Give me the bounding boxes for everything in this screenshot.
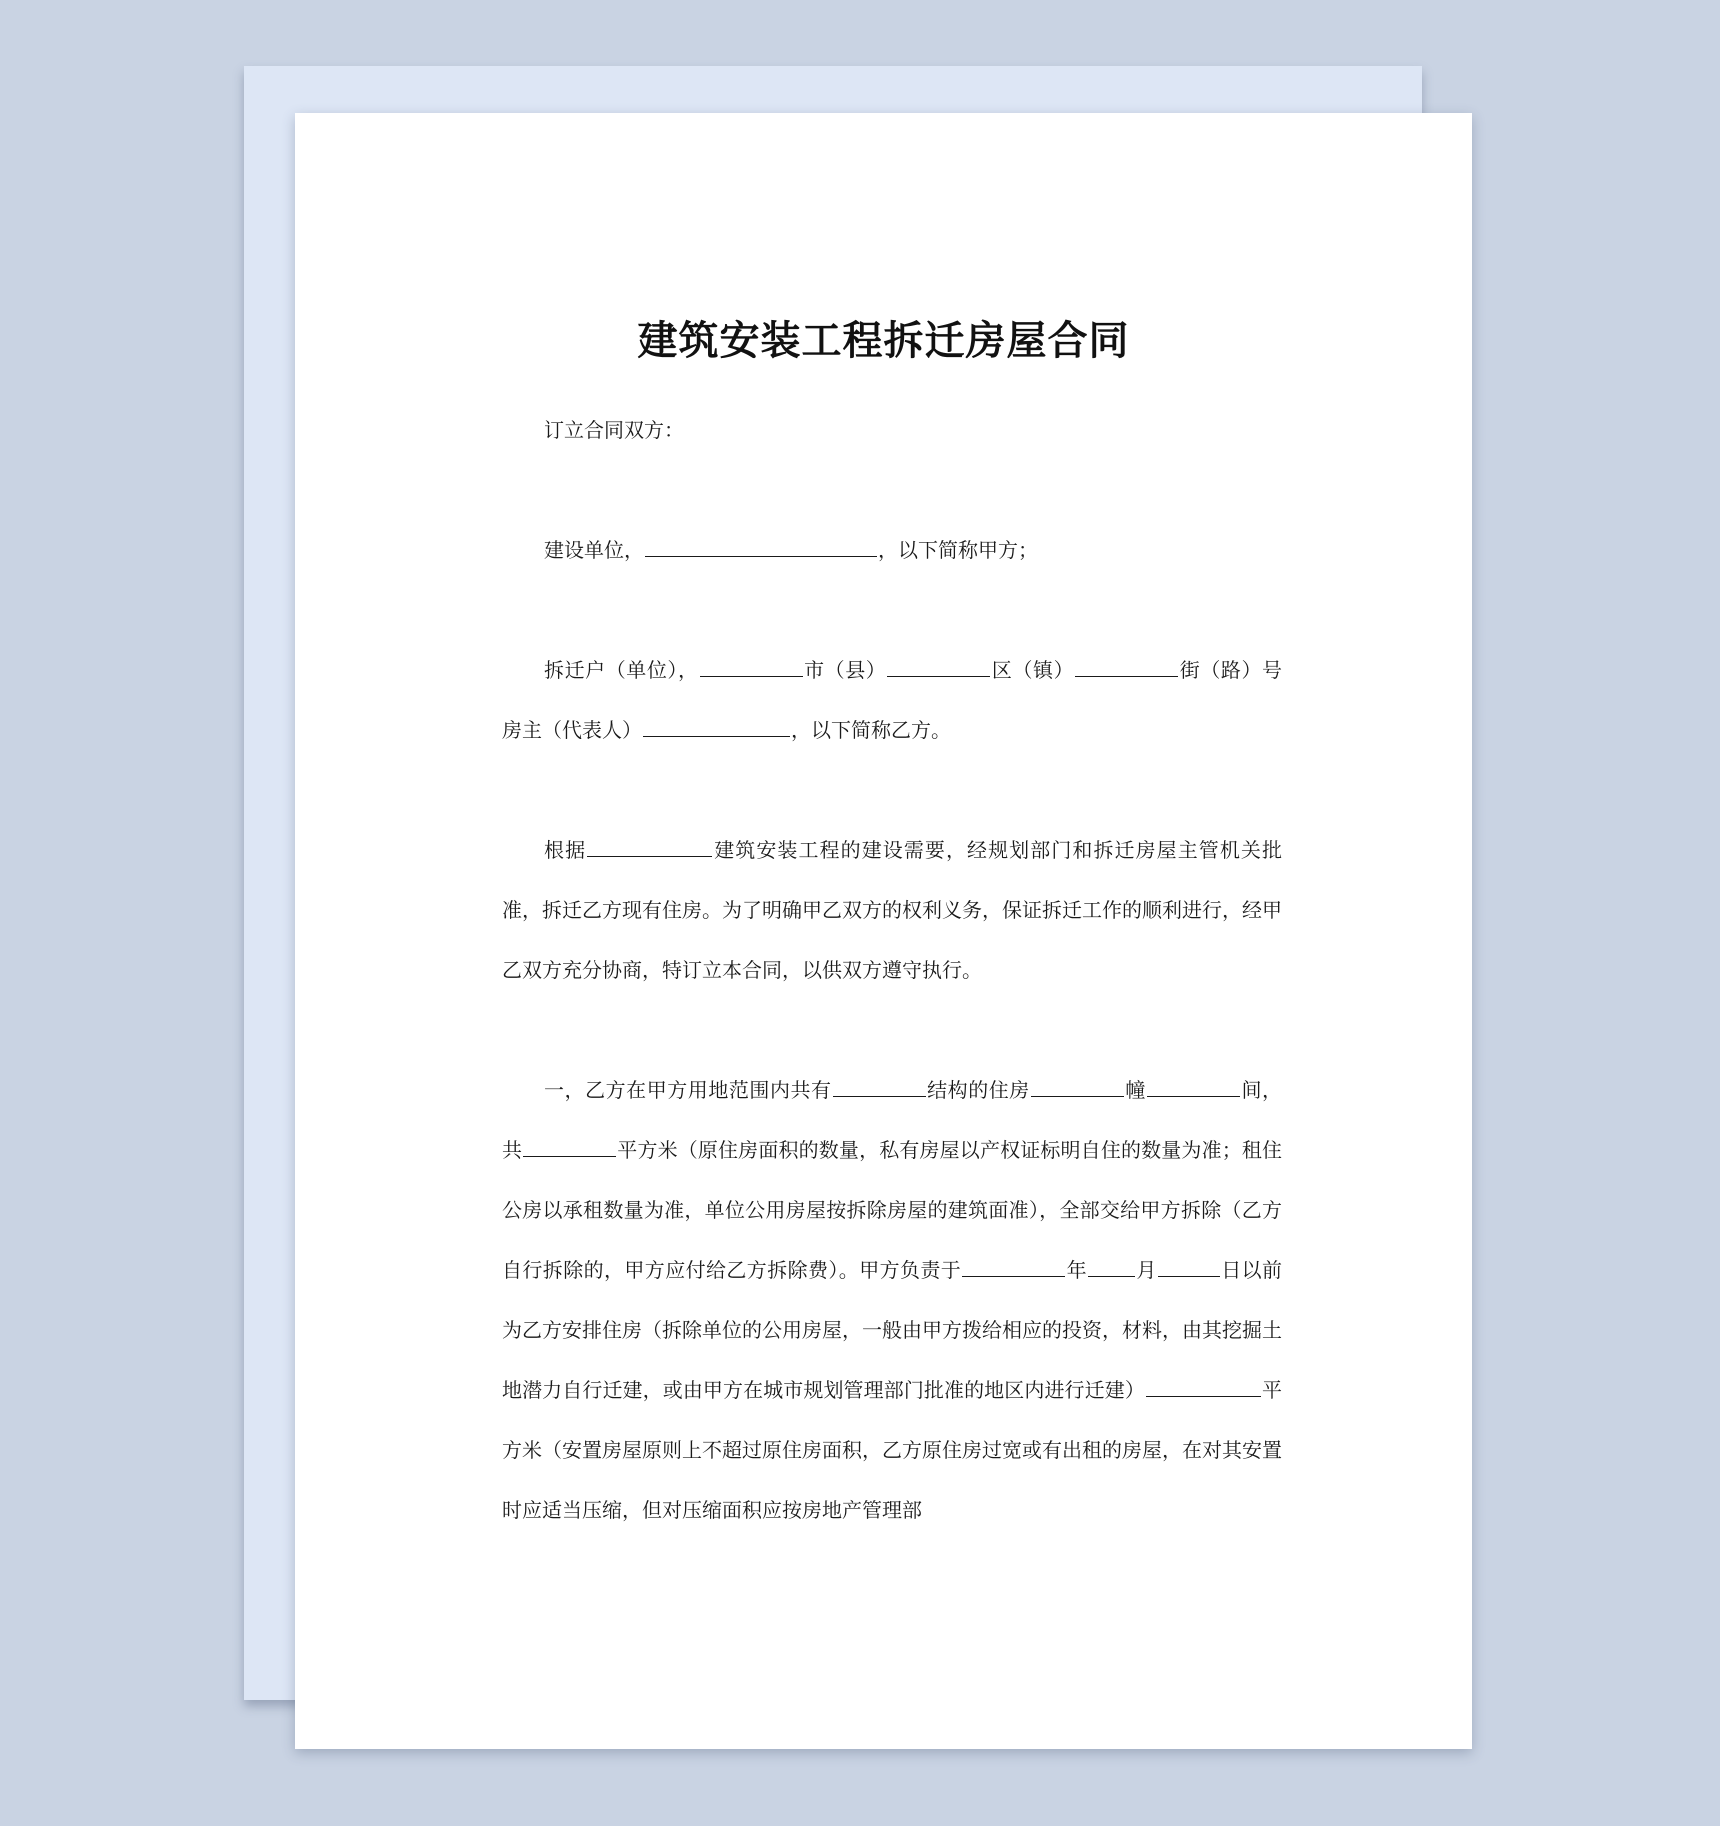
text-clause-1-e: 平方米（原住房面积的数量，私有房屋以产权证标明自住的数量为准；租住公房以承租数量为准，单位公用房屋按拆除房屋的建筑面准），全部交给甲方拆除（乙方自行拆除的，甲方应付给乙方拆除费）。甲方负责于: [502, 1138, 1283, 1282]
text-clause-1-h: 日以前为乙方安排住房（拆除单位的公用房屋，一般由甲方拨给相应的投资，材料，由其挖掘土地潜力自行迁建，或由甲方在城市规划管理部门批准的地区内进行迁建）: [502, 1258, 1283, 1402]
blank-construction-unit[interactable]: [645, 534, 877, 557]
text-city-label: 市（县）: [803, 658, 887, 682]
blank-buildings[interactable]: [1031, 1074, 1124, 1097]
paragraph-basis: [502, 820, 1282, 1000]
blank-structure[interactable]: [833, 1074, 926, 1097]
text-clause-1-c: 幢: [1124, 1078, 1146, 1102]
text-clause-1-f: 年: [1066, 1258, 1088, 1282]
text-district-label: 区（镇）: [991, 658, 1075, 682]
blank-day[interactable]: [1158, 1254, 1220, 1277]
text-street-label: 街（路）号房主（代表人）: [502, 658, 1283, 742]
paragraph-parties: [502, 400, 1282, 460]
blank-year[interactable]: [962, 1254, 1065, 1277]
paragraph-party-a: [502, 520, 1282, 580]
blank-street[interactable]: [1075, 654, 1178, 677]
text-clause-1-a: 一，乙方在甲方用地范围内共有: [544, 1078, 832, 1102]
text-clause-1-b: 结构的住房: [926, 1078, 1030, 1102]
blank-district[interactable]: [887, 654, 990, 677]
document-page: [295, 113, 1472, 1749]
text-parties: 订立合同双方：: [544, 418, 684, 442]
blank-resettle-area[interactable]: [1146, 1374, 1261, 1397]
document-body: [502, 400, 1282, 1540]
text-party-a-suffix: ，以下简称甲方；: [878, 538, 1038, 562]
blank-project-name[interactable]: [587, 834, 712, 857]
blank-owner[interactable]: [643, 714, 790, 737]
blank-area[interactable]: [523, 1134, 616, 1157]
text-clause-1-d: 间，共: [502, 1078, 1283, 1162]
blank-city[interactable]: [700, 654, 803, 677]
text-clause-1-g: 月: [1136, 1258, 1157, 1282]
text-party-b-suffix: ，以下简称乙方。: [791, 718, 951, 742]
paragraph-clause-1: [502, 1060, 1282, 1540]
text-basis-label: 根据: [544, 838, 587, 862]
text-party-a-label: 建设单位，: [544, 538, 644, 562]
document-title: 建筑安装工程拆迁房屋合同: [637, 318, 1130, 364]
text-party-b-label: 拆迁户（单位），: [544, 658, 699, 682]
text-clause-1-i: 平方米（安置房屋原则上不超过原住房面积，乙方原住房过宽或有出租的房屋，在对其安置时应适当压缩，但对压缩面积应按房地产管理部: [502, 1378, 1283, 1522]
paragraph-party-b: [502, 640, 1282, 760]
blank-month[interactable]: [1088, 1254, 1135, 1277]
blank-rooms[interactable]: [1147, 1074, 1240, 1097]
text-basis-body: 建筑安装工程的建设需要，经规划部门和拆迁房屋主管机关批准，拆迁乙方现有住房。为了明确甲乙双方的权利义务，保证拆迁工作的顺利进行，经甲乙双方充分协商，特订立本合同，以供双方遵守执行。: [502, 838, 1283, 982]
